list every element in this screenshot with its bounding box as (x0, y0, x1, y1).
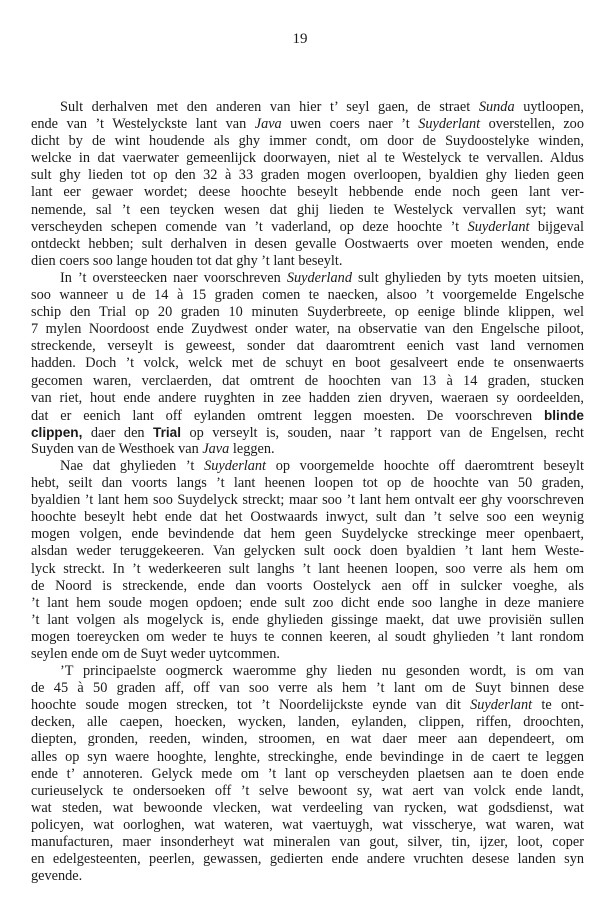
bold-text: blinde (543, 407, 584, 423)
text-run: streckende, verseylt is geweest, sonder dat daaromtrent eenich vast land vernomen (31, 338, 584, 355)
body-text (31, 99, 584, 885)
text-run: gevende. (31, 868, 83, 885)
text-line (31, 150, 584, 167)
text-line (31, 99, 584, 116)
text-line (31, 578, 584, 595)
text-run: ’t lant hem soude mogen opdoen; ende sult zoo dicht ende soo langhe in deze maniere (31, 594, 584, 611)
text-line (31, 834, 584, 851)
text-run: 7 mylen Noordoost ende Zuydwest onder water, na observatie van den Engelsche piloot, (31, 321, 584, 338)
page-number: 19 (292, 31, 308, 47)
text-line (31, 766, 584, 783)
text-run: van riet, hout ende andere ruyghten in zee hadden zien dryven, waeraen sy oordeelden, (31, 389, 584, 406)
text-run: dat er eenich lant off eylanden omtrent leggen moesten. De voorschreven (31, 407, 544, 424)
text-line (31, 646, 584, 663)
text-line (31, 595, 584, 612)
text-line (31, 236, 584, 253)
text-run: hoochte beseylt hebt ende dat het Oostwaards inwyct, sult dan ’t selve soo een weynig (31, 509, 584, 526)
text-line (31, 868, 584, 885)
text-line (31, 800, 584, 817)
text-run: curieuselyck te ondersoeken off ’t selve bewoont sy, wat aert van volck ende landt, (31, 782, 584, 799)
text-run: dien coers soo lange houden tot dat ghy ’t lant beseylt. (31, 252, 343, 269)
text-run: de 45 à 50 graden aff, off van soo verre als hem ’t lant om de Suyt binnen dese (31, 680, 584, 697)
text-run: ende t’ annoteren. Gelyck mede om ’t lant op verscheyden plaetsen aan te doen ende (31, 765, 584, 782)
bold-text: clippen, (31, 424, 83, 440)
text-run: leggen. (229, 440, 275, 457)
text-line (31, 167, 584, 184)
text-run: uytloopen, (514, 99, 584, 115)
text-run: op voorgemelde hoochte off daeromtrent beseylt (266, 457, 584, 474)
text-line (31, 731, 584, 748)
text-line (31, 526, 584, 543)
text-line (31, 714, 584, 731)
italic-text: Suyderland (286, 269, 352, 286)
text-line (31, 304, 584, 321)
bold-text: Trial (153, 424, 182, 440)
text-run: ’T principaelste oogmerck waeromme ghy lieden nu gesonden wordt, is om van (60, 663, 584, 680)
text-run: uwen coers naer ’t (281, 116, 419, 133)
text-run: hebt, seilt dan voorts langs ’t lant heenen loopen tot op de hoochte van 50 graden, (31, 475, 584, 492)
text-line (31, 663, 584, 680)
paragraph (31, 270, 584, 458)
text-run: overstellen, zoo (480, 116, 584, 133)
paragraph (31, 458, 584, 663)
text-line (31, 612, 584, 629)
text-run: ontdeckt hebben; sult derhalven in desen gevalle Oostwaerts over moeten wenden, ende (31, 235, 584, 252)
text-run: decken, alle caepen, hoecken, wycken, landen, eylanden, clippen, riffen, droochten, (31, 714, 584, 731)
text-run: Suyden van de Westhoek van (31, 440, 203, 457)
paragraph (31, 663, 584, 885)
text-line (31, 253, 584, 270)
text-line (31, 749, 584, 766)
text-run: seylen ende om de Suyt weder uytcommen. (31, 646, 280, 662)
text-run: de Noord is streckende, ende dan voorts Oostelyck aen off in sulcker voeghe, als (31, 577, 584, 594)
text-run: policyen, wat oorloghen, wat wateren, wat vaertuygh, wat visscherye, wat waren, wat (31, 816, 584, 833)
text-line (31, 817, 584, 834)
text-line (31, 851, 584, 868)
italic-text: Suyderlant (467, 218, 530, 235)
text-line (31, 407, 584, 424)
italic-text: Sunda (478, 99, 515, 115)
text-run: te ont- (532, 697, 584, 714)
text-run: manufacturen, maer insonderheyt wat mineralen van gout, silver, tin, ijzer, loot, coper (31, 834, 584, 851)
text-line (31, 561, 584, 578)
text-run: ende van ’t Westelyckste lant van (31, 116, 255, 133)
text-run: verscheyden schepen comende van ’t vaderland, op deze hoochte ’t (31, 218, 468, 235)
italic-text: Suyderlant (470, 697, 533, 714)
text-line (31, 184, 584, 201)
text-line (31, 492, 584, 509)
text-line (31, 680, 584, 697)
text-line (31, 287, 584, 304)
text-run: alles op syn waere hooghte, lenghte, streckinghe, ende bevindinge in de caert te leggen (31, 748, 584, 765)
text-run: sult ghy lieden tot op den 32 à 33 graden mogen overloopen, byaldien ghy lieden geen (31, 167, 584, 184)
text-run: diepten, gronden, reeden, winden, stroomen, en wat daer meer aan dependeert, om (31, 731, 584, 748)
text-line (31, 441, 584, 458)
text-run: hadden. Doch ’t volck, welck met de schuyt en boot gesalveert ende te onsenwaerts (31, 355, 584, 372)
text-line (31, 219, 584, 236)
text-run: hoochte soude mogen strecken, tot ’t Noordelijckste eynde van dit (31, 697, 471, 714)
text-run: daer den (82, 424, 154, 441)
text-line (31, 509, 584, 526)
text-run: Sult derhalven met den anderen van hier t’ seyl gaen, de straet (60, 99, 479, 115)
text-line (31, 629, 584, 646)
text-line (31, 116, 584, 133)
text-run: wat steden, wat bewoonde vlecken, wat verdeeling van rycken, wat godsdienst, wat (31, 799, 584, 816)
text-line (31, 697, 584, 714)
text-run: byaldien ’t lant hem soo Suydelyck streckt; maar soo ’t lant hem ontvalt eer ghy voorschreven (31, 492, 584, 509)
text-run: welcke in dat vaerwater gemeenlijck doorwayen, niet al te Westelyck te vervallen. Aldus (31, 150, 584, 167)
text-run: mogen volgen, ende bevindende dat hem geen Suydelycke streckinge meer openbaert, (31, 526, 584, 543)
text-run: ’t lant volgen als mogelyck is, ende ghylieden gissinge maekt, dat uwe provisiën sullen (31, 611, 584, 628)
text-run: op verseylt is, souden, naar ’t rapport van de Engelsen, recht (181, 424, 585, 441)
paragraph (31, 99, 584, 270)
text-line (31, 270, 584, 287)
text-run: schip den Trial op 20 graden 10 minuten Suyderbreete, op eenige blinde klippen, wel (31, 304, 584, 321)
text-line (31, 338, 584, 355)
text-run: gecomen waren, verclaerden, dat omtrent de hoochten van 13 à 14 graden, stucken (31, 372, 584, 389)
text-run: mogen toereycken om weder te huys te connen keeren, al soudt ghylieden ’t lant rondom (31, 628, 584, 645)
italic-text: Java (254, 116, 282, 133)
text-line (31, 458, 584, 475)
text-line (31, 373, 584, 390)
text-run: lant eer gewaer wordet; deese hoochte beseylt hebbende ende noch geen lant ver- (31, 184, 584, 201)
italic-text: Suyderlant (204, 457, 267, 474)
text-run: Nae dat ghylieden ’t (60, 457, 205, 474)
text-run: sult ghylieden by tyts moeten uitsien, (351, 269, 584, 286)
text-line (31, 424, 584, 441)
text-line (31, 390, 584, 407)
text-line (31, 133, 584, 150)
text-run: lyck streckt. In ’t wederkeeren sult langhs ’t lant heenen loopen, soo verre als hem om (31, 560, 584, 577)
italic-text: Suyderlant (418, 116, 481, 133)
text-run: en edelgesteenten, peerlen, gewassen, gedierten ende andere vruchten desese landen syn (31, 851, 584, 868)
text-line (31, 783, 584, 800)
text-run: bijgeval (529, 218, 584, 235)
text-run: nemende, sal ’t een teycken wesen dat ghij lieden te Westelyck vervallen syt; want (31, 201, 584, 218)
italic-text: Java (202, 440, 230, 457)
text-run: soo wanneer u de 14 à 15 graden comen te naecken, alsoo ’t voorgemelde Engelsche (31, 287, 584, 304)
text-line (31, 321, 584, 338)
text-run: In ’t oversteecken naer voorschreven (60, 269, 287, 286)
text-line (31, 543, 584, 560)
text-line (31, 202, 584, 219)
text-line (31, 355, 584, 372)
text-line (31, 475, 584, 492)
text-run: dicht by de wint houdende als ghy immer condt, om door de Suydoostelyke winden, (31, 133, 584, 150)
text-run: alsdan weder teruggekeeren. Van gelycken sult oock doen byaldien ’t lant hem Weste- (31, 543, 584, 560)
